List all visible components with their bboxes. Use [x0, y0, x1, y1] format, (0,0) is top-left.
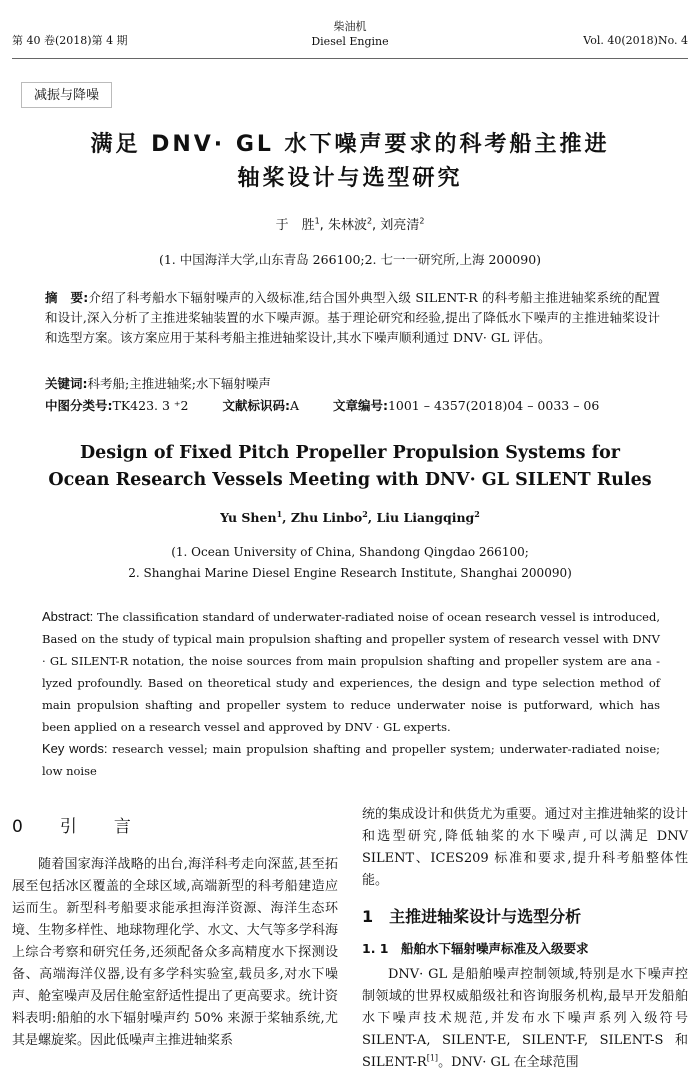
citation-ref: [1]: [426, 1053, 439, 1063]
title-en: [20, 440, 680, 494]
abstract-cn-label: 摘 要:: [45, 290, 89, 305]
title-cn: [40, 128, 660, 196]
author-en: Zhu Linbo: [290, 510, 363, 525]
author-cn: 刘亮清: [380, 218, 420, 233]
author-en: Yu Shen: [220, 510, 277, 525]
author-sup: 2: [474, 508, 480, 519]
author-sup: 1: [276, 508, 283, 519]
abstract-cn: [45, 288, 660, 348]
clc-value: TK423. 3 ⁺2: [112, 398, 189, 413]
clc-label: 中图分类号:: [45, 398, 113, 413]
section-1-1-heading: 1. 1 船舶水下辐射噪声标准及入级要求: [362, 941, 589, 956]
title-en-line1: Design of Fixed Pitch Propeller Propulsion Systems for: [79, 443, 621, 463]
journal-issue-right: Vol. 40(2018)No. 4: [583, 34, 688, 47]
section-1-1-text-tail: 。DNV· GL 在全球范围: [438, 1055, 579, 1070]
doc-code-label: 文献标识码:: [222, 398, 290, 413]
abstract-en-text: The classification standard of underwater-radiated noise of ocean research vessel is introduced, Based on the study of typical main propulsion shafting and propeller system of research vessel with DNV · GL SILENT-R notation, the noise sources from main propulsion shafting and propeller system are ana - lyzed profoundly. Based on theoretical study and experiences, the design and type selection method of main propulsion shafting and propeller system to reduce underwater noise is putforward, which has been applied on a research vessel and approved by DNV · GL experts.: [42, 610, 660, 734]
intro-paragraph: 随着国家海洋战略的出台,海洋科考走向深蓝,甚至拓展至包括冰区覆盖的全球区域,高端新型的科考船建造应运而生。新型科考船要求能承担海洋资源、海洋生态环境、生物多样性、地球物理化学、水文、大气等多学科海上综合考察和研究任务,还须配备众多高精度水下探测设备、高端海洋仪器,设有多学科实验室,载员多,对水下噪声、舱室噪声及居住舱室舒适性提出了更高要求。统计资料表明:船舶的水下辐射噪声约 50% 来源于桨轴系统,尤其是螺旋桨。因此低噪声主推进轴桨系: [12, 857, 338, 1048]
journal-issue-left: 第 40 卷(2018)第 4 期: [12, 34, 128, 47]
keywords-cn-label: 关键词:: [45, 376, 88, 391]
abstract-en-label: Abstract:: [42, 609, 94, 624]
abstract-en: [42, 606, 660, 782]
body-right-column: [362, 804, 688, 1074]
authors-cn: 于 胜$^1$, 朱林波$^2$, 刘亮清$^2$: [275, 216, 425, 233]
section-1-heading: 1 主推进轴桨设计与选型分析: [362, 907, 582, 926]
author-cn: 于 胜: [275, 218, 315, 233]
title-cn-line1: 满足 DNV· GL 水下噪声要求的科考船主推进: [90, 132, 610, 157]
author-cn: 朱林波: [327, 218, 367, 233]
affiliation-cn: (1. 中国海洋大学,山东青岛 266100;2. 七一一研究所,上海 200090): [158, 252, 542, 267]
author-en: Liu Liangqing: [376, 510, 475, 525]
affiliation-en-line1: (1. Ocean University of China, Shandong Qingdao 266100;: [171, 545, 529, 559]
section-tag: 减振与降噪: [21, 82, 112, 108]
author-sup: 1: [314, 216, 320, 226]
journal-name-cn: 柴油机: [333, 20, 367, 33]
affiliation-en: [0, 542, 700, 584]
keywords-en-text: research vessel; main propulsion shafting and propeller system; underwater-radiated noise; low noise: [42, 742, 660, 778]
author-sup: 2: [366, 216, 373, 226]
title-en-line2: Ocean Research Vessels Meeting with DNV· GL SILENT Rules: [48, 470, 652, 490]
abstract-cn-text: 介绍了科考船水下辐射噪声的入级标准,结合国外典型入级 SILENT-R 的科考船主推进轴桨系统的配置和设计,深入分析了主推进桨轴装置的水下噪声源。基于理论研究和经验,提出了降低水下噪声的主推进轴桨设计和选型方案。该方案应用于某科考船主推进轴桨设计,其水下噪声顺利通过 DNV· GL 评估。: [45, 290, 661, 345]
keywords-en-label: Key words:: [42, 741, 108, 756]
journal-name-en: Diesel Engine: [311, 35, 389, 48]
doc-code-value: A: [289, 398, 299, 413]
intro-paragraph-continued: 统的集成设计和供货尤为重要。通过对主推进轴桨的设计和选型研究,降低轴桨的水下噪声,可以满足 DNV SILENT、ICES209 标准和要求,提升科考船整体性能。: [362, 807, 688, 888]
affiliation-en-line2: 2. Shanghai Marine Diesel Engine Research Institute, Shanghai 200090): [128, 566, 572, 580]
authors-en: Yu Shen$^1$, Zhu Linbo$^2$, Liu Liangqing$^2$: [220, 508, 480, 525]
body-left-column: [12, 808, 338, 1052]
keywords-cn: [45, 374, 660, 394]
keywords-cn-text: 科考船;主推进轴桨;水下辐射噪声: [87, 376, 271, 391]
author-sup: 2: [362, 508, 368, 519]
intro-heading: 0 引 言: [12, 817, 141, 837]
author-sup: 2: [419, 216, 425, 226]
header-rule: [12, 58, 688, 59]
section-1-1-text: DNV· GL 是船舶噪声控制领域,特别是水下噪声控制领域的世界权威船级社和咨询服务机构,最早开发船舶水下噪声技术规范,并发布水下噪声系列入级符号 SILENT-A, SILENT-E, SILENT-F, SILENT-S 和 SILENT-R: [362, 967, 688, 1070]
title-cn-line2: 轴桨设计与选型研究: [237, 166, 463, 191]
section-1-1-paragraph: [362, 964, 688, 1074]
article-no-value: 1001 – 4357(2018)04 – 0033 – 06: [387, 398, 600, 413]
classification-line: [45, 396, 660, 416]
article-no-label: 文章编号:: [332, 398, 388, 413]
